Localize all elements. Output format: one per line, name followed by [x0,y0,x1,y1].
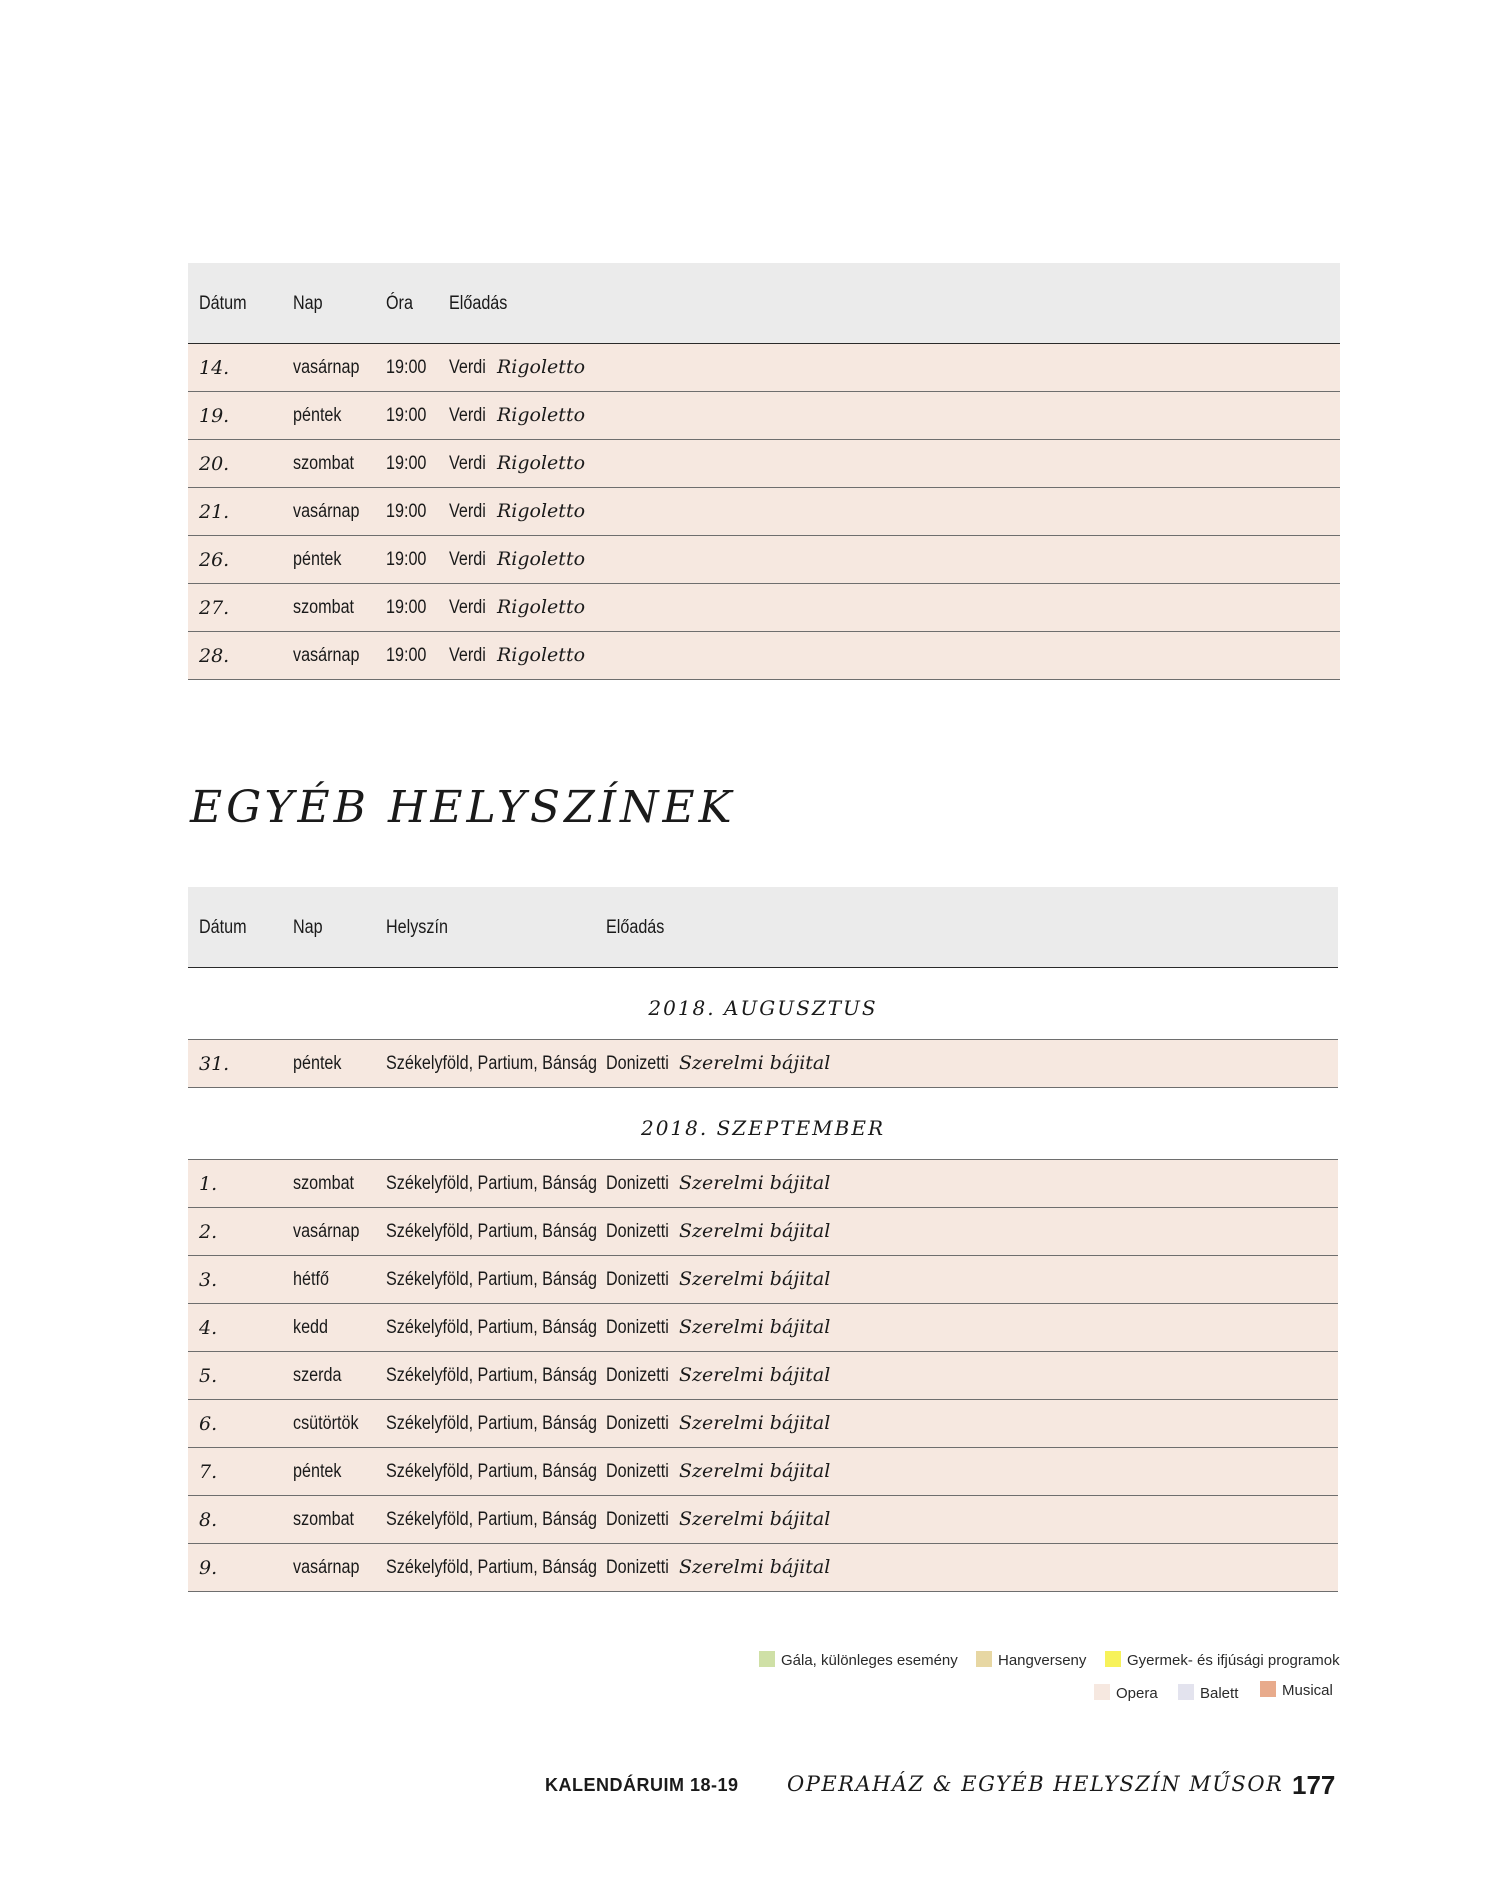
table-row [188,1544,1338,1592]
row-day: vasárnap [293,501,360,522]
table-row [188,488,1340,536]
row-time: 19:00 [386,453,427,474]
row-title: Szerelmi bájital [679,1052,831,1074]
col-header-performance: Előadás [606,917,665,938]
legend-swatch [1094,1684,1110,1700]
legend-swatch [1105,1651,1121,1667]
row-title: Szerelmi bájital [679,1460,831,1482]
table-row [188,1304,1338,1352]
row-date: 21. [199,501,230,523]
row-date: 7. [199,1461,218,1483]
table-row [188,1256,1338,1304]
row-venue: Székelyföld, Partium, Bánság [386,1053,597,1074]
row-day: szombat [293,597,355,618]
month-heading-row [188,968,1338,1040]
row-composer: Verdi [449,549,486,570]
row-time: 19:00 [386,501,427,522]
col-header-time: Óra [386,293,413,314]
legend-swatch [1260,1681,1276,1697]
page-number: 177 [1292,1770,1336,1800]
table-row [188,1400,1338,1448]
row-day: vasárnap [293,645,360,666]
row-date: 28. [199,645,230,667]
row-title: Szerelmi bájital [679,1220,831,1242]
row-composer: Verdi [449,453,486,474]
table-row [188,1040,1338,1088]
row-day: szombat [293,1173,355,1194]
row-composer: Donizetti [606,1557,669,1578]
row-title: Rigoletto [497,500,586,522]
row-composer: Donizetti [606,1269,669,1290]
row-title: Rigoletto [497,596,586,618]
row-date: 31. [199,1053,230,1075]
table-row [188,1448,1338,1496]
row-title: Rigoletto [497,644,586,666]
row-day: vasárnap [293,1221,360,1242]
row-composer: Verdi [449,597,486,618]
row-title: Rigoletto [497,404,586,426]
row-venue: Székelyföld, Partium, Bánság [386,1509,597,1530]
row-venue: Székelyföld, Partium, Bánság [386,1221,597,1242]
table-row [188,440,1340,488]
schedule-table-opera [188,263,1340,680]
row-day: péntek [293,549,342,570]
legend-swatch [1178,1684,1194,1700]
row-composer: Donizetti [606,1173,669,1194]
row-date: 6. [199,1413,218,1435]
section-name: OPERAHÁZ & EGYÉB HELYSZÍN MŰSOR [787,1772,1284,1796]
publication-name: KALENDÁRUIM 18-19 [545,1775,739,1795]
row-venue: Székelyföld, Partium, Bánság [386,1413,597,1434]
col-header-day: Nap [293,293,323,314]
row-title: Rigoletto [497,548,586,570]
row-date: 2. [199,1221,218,1243]
col-header-date: Dátum [199,917,247,938]
month-heading-row [188,1088,1338,1160]
row-time: 19:00 [386,357,427,378]
legend-swatch [976,1651,992,1667]
row-day: péntek [293,1461,342,1482]
row-composer: Donizetti [606,1413,669,1434]
schedule-table-other-venues [188,887,1338,1592]
row-composer: Verdi [449,501,486,522]
legend-item-opera: Opera [1094,1684,1158,1702]
col-header-venue: Helyszín [386,917,448,938]
row-composer: Verdi [449,405,486,426]
table-row [188,392,1340,440]
row-day: csütörtök [293,1413,359,1434]
row-date: 27. [199,597,230,619]
row-title: Rigoletto [497,452,586,474]
row-day: péntek [293,1053,342,1074]
legend-item-musical: Musical [1260,1681,1333,1699]
row-venue: Székelyföld, Partium, Bánság [386,1317,597,1338]
table-row [188,536,1340,584]
row-day: vasárnap [293,1557,360,1578]
row-title: Rigoletto [497,356,586,378]
legend-swatch [759,1651,775,1667]
row-venue: Székelyföld, Partium, Bánság [386,1557,597,1578]
legend-item-ballet: Balett [1178,1684,1238,1702]
table-row [188,1160,1338,1208]
legend-item-concert: Hangverseny [976,1651,1086,1669]
row-date: 3. [199,1269,218,1291]
row-composer: Donizetti [606,1317,669,1338]
section-title: EGYÉB HELYSZÍNEK [190,782,736,833]
row-date: 19. [199,405,230,427]
row-title: Szerelmi bájital [679,1556,831,1578]
row-title: Szerelmi bájital [679,1364,831,1386]
row-date: 5. [199,1365,218,1387]
row-date: 14. [199,357,230,379]
table-row [188,632,1340,680]
row-date: 4. [199,1317,218,1339]
col-header-performance: Előadás [449,293,508,314]
row-title: Szerelmi bájital [679,1508,831,1530]
table-row [188,1208,1338,1256]
page-footer [0,1766,1497,1806]
row-composer: Verdi [449,645,486,666]
row-date: 20. [199,453,230,475]
table-row [188,1352,1338,1400]
table-header [188,263,1340,344]
row-time: 19:00 [386,549,427,570]
col-header-date: Dátum [199,293,247,314]
row-date: 8. [199,1509,218,1531]
row-venue: Székelyföld, Partium, Bánság [386,1173,597,1194]
table-header [188,887,1338,968]
row-title: Szerelmi bájital [679,1172,831,1194]
row-composer: Donizetti [606,1221,669,1242]
row-date: 26. [199,549,230,571]
row-day: hétfő [293,1269,329,1290]
row-title: Szerelmi bájital [679,1412,831,1434]
row-venue: Székelyföld, Partium, Bánság [386,1365,597,1386]
row-composer: Verdi [449,357,486,378]
row-title: Szerelmi bájital [679,1268,831,1290]
table-row [188,584,1340,632]
row-composer: Donizetti [606,1365,669,1386]
row-venue: Székelyföld, Partium, Bánság [386,1269,597,1290]
row-day: péntek [293,405,342,426]
row-venue: Székelyföld, Partium, Bánság [386,1461,597,1482]
col-header-day: Nap [293,917,323,938]
row-date: 1. [199,1173,218,1195]
row-time: 19:00 [386,645,427,666]
table-row [188,344,1340,392]
row-time: 19:00 [386,597,427,618]
legend-item-youth: Gyermek- és ifjúsági programok [1105,1651,1340,1669]
month-heading: 2018. AUGUSZTUS [648,996,878,1020]
table-row [188,1496,1338,1544]
row-day: szerda [293,1365,342,1386]
row-title: Szerelmi bájital [679,1316,831,1338]
row-day: vasárnap [293,357,360,378]
legend-item-gala: Gála, különleges esemény [759,1651,958,1669]
row-time: 19:00 [386,405,427,426]
row-day: kedd [293,1317,329,1338]
row-day: szombat [293,453,355,474]
month-heading: 2018. SZEPTEMBER [640,1116,886,1140]
row-date: 9. [199,1557,218,1579]
row-composer: Donizetti [606,1509,669,1530]
row-composer: Donizetti [606,1461,669,1482]
row-composer: Donizetti [606,1053,669,1074]
row-day: szombat [293,1509,355,1530]
